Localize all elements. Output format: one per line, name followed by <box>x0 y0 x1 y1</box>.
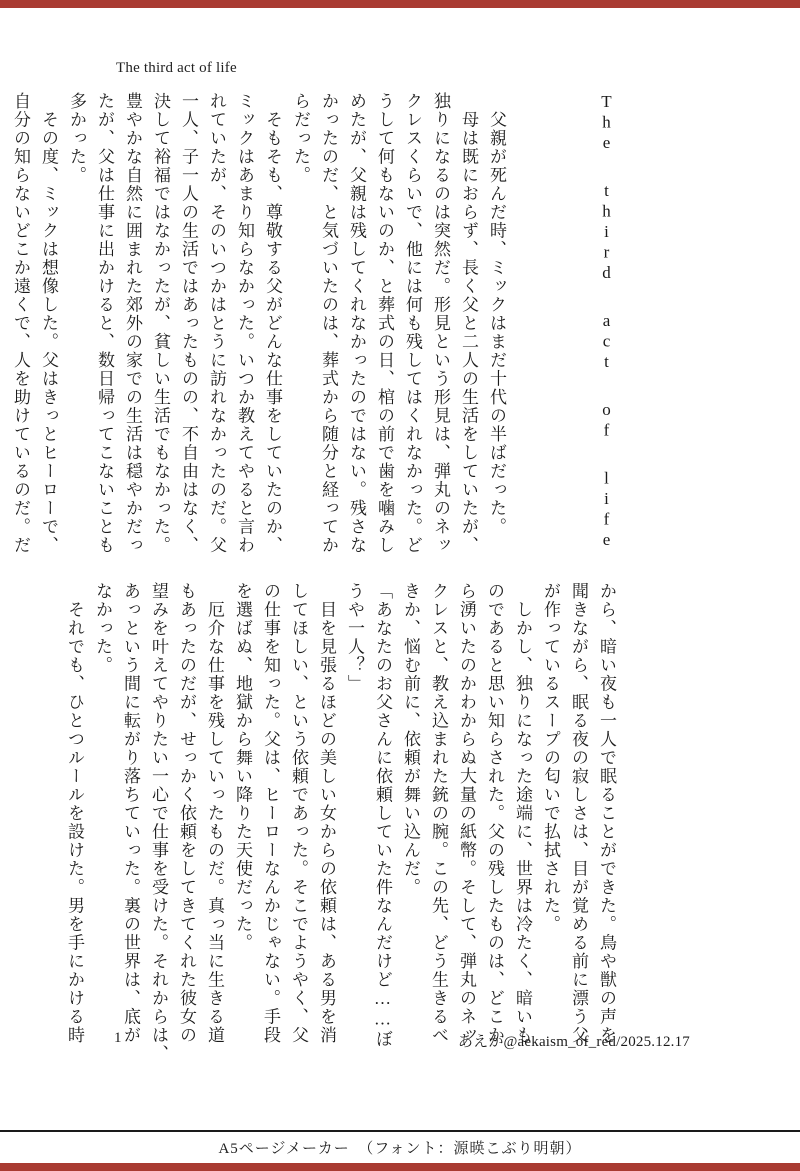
generator-caption: A5ページメーカー （フォント：源暎こぶり明朝） <box>218 1141 582 1157</box>
text-column: 望みを叶えてやりたい一心で仕事を受けた。それからは、 <box>149 582 168 1063</box>
text-column: クレスと、教え込まれた銃の腕。この先、どう生きるべ <box>429 582 448 1045</box>
text-column: 一人、子一人の生活ではあったものの、不自由はなく、 <box>179 92 198 555</box>
text-column: うして何もないのか、と葬式の日、棺の前で歯を噛みし <box>375 92 394 555</box>
text-column: 母は既におらず、長く父と二人の生活をしていたが、 <box>459 92 478 555</box>
text-column: らだった。 <box>291 92 310 185</box>
text-column: うや一人？」 <box>345 582 364 693</box>
text-column: 自分の知らないどこか遠くで、人を助けているのだ。だ <box>11 92 30 555</box>
text-column: たが、父は仕事に出かけると、数日帰ってこないことも <box>95 92 114 555</box>
running-header: The third act of life <box>116 60 237 76</box>
text-column: めたが、父親は残してくれなかったのではない。残さな <box>347 92 366 555</box>
text-column: 独りになるのは突然だ。形見という形見は、弾丸のネッ <box>431 92 450 555</box>
author-credit: あえか@aekaism_of_red/2025.12.17 <box>457 1034 690 1050</box>
text-column: が作っているスープの匂いで払拭された。 <box>541 582 560 934</box>
text-column: なかった。 <box>93 582 112 675</box>
text-column: から、暗い夜も一人で眠ることができた。鳥や獣の声を <box>597 582 616 1045</box>
top-accent-bar <box>0 0 800 8</box>
text-column: ら湧いたのかわからぬ大量の紙幣。そして、弾丸のネッ <box>457 582 476 1045</box>
text-column: を選ばぬ、地獄から舞い降りた天使だった。 <box>233 582 252 952</box>
page-number: 1 <box>114 1030 122 1046</box>
text-column: 厄介な仕事を残していったものだ。真っ当に生きる道 <box>205 582 224 1045</box>
text-column: しかし、独りになった途端に、世界は冷たく、暗いも <box>513 582 532 1045</box>
text-column: 豊やかな自然に囲まれた郊外の家での生活は穏やかだっ <box>123 92 142 555</box>
text-column: のであると思い知らされた。父の残したものは、どこか <box>485 582 504 1045</box>
text-column: 聞きながら、眠る夜の寂しさは、目が覚める前に漂う父 <box>569 582 588 1045</box>
text-column: ミックはあまり知らなかった。いつか教えてやると言わ <box>235 92 254 555</box>
text-column: その度、ミックは想像した。父はきっとヒーローで、 <box>39 92 58 555</box>
text-column: きか、悩む前に、依頼が舞い込んだ。 <box>401 582 420 897</box>
text-column: れていたが、そのいつかはとうに訪れなかったのだ。父 <box>207 92 226 555</box>
text-column: 決して裕福ではなかったが、貧しい生活でもなかった。 <box>151 92 170 555</box>
bottom-accent-bar <box>0 1163 800 1171</box>
text-column: あっという間に転がり落ちていった。裏の世界は、底が <box>121 582 140 1045</box>
text-column: 父親が死んだ時、ミックはまだ十代の半ばだった。 <box>487 92 506 536</box>
text-column: 多かった。 <box>67 92 86 185</box>
text-column: 「あなたのお父さんに依頼していた件なんだけど……ぼ <box>373 582 392 1049</box>
text-column: クレスくらいで、他には何も残してはくれなかった。ど <box>403 92 422 555</box>
text-column: の仕事を知った。父は、ヒーローなんかじゃない。手段 <box>261 582 280 1045</box>
caption-divider-line <box>0 1130 800 1132</box>
text-column: してほしい、という依頼であった。そこでようやく、父 <box>289 582 308 1045</box>
text-column: 目を見張るほどの美しい女からの依頼は、ある男を消 <box>317 582 336 1045</box>
top-text-block <box>6 92 676 555</box>
text-column: それでも、ひとつルールを設けた。男を手にかける時 <box>65 582 84 1045</box>
text-column: かったのだ、と気づいたのは、葬式から随分と経ってか <box>319 92 338 555</box>
text-column: もあったのだが、せっかく依頼をしてきてくれた彼女の <box>177 582 196 1045</box>
vertical-title: The third act of life <box>597 92 616 551</box>
text-column: そもそも、尊敬する父がどんな仕事をしていたのか、 <box>263 92 282 555</box>
